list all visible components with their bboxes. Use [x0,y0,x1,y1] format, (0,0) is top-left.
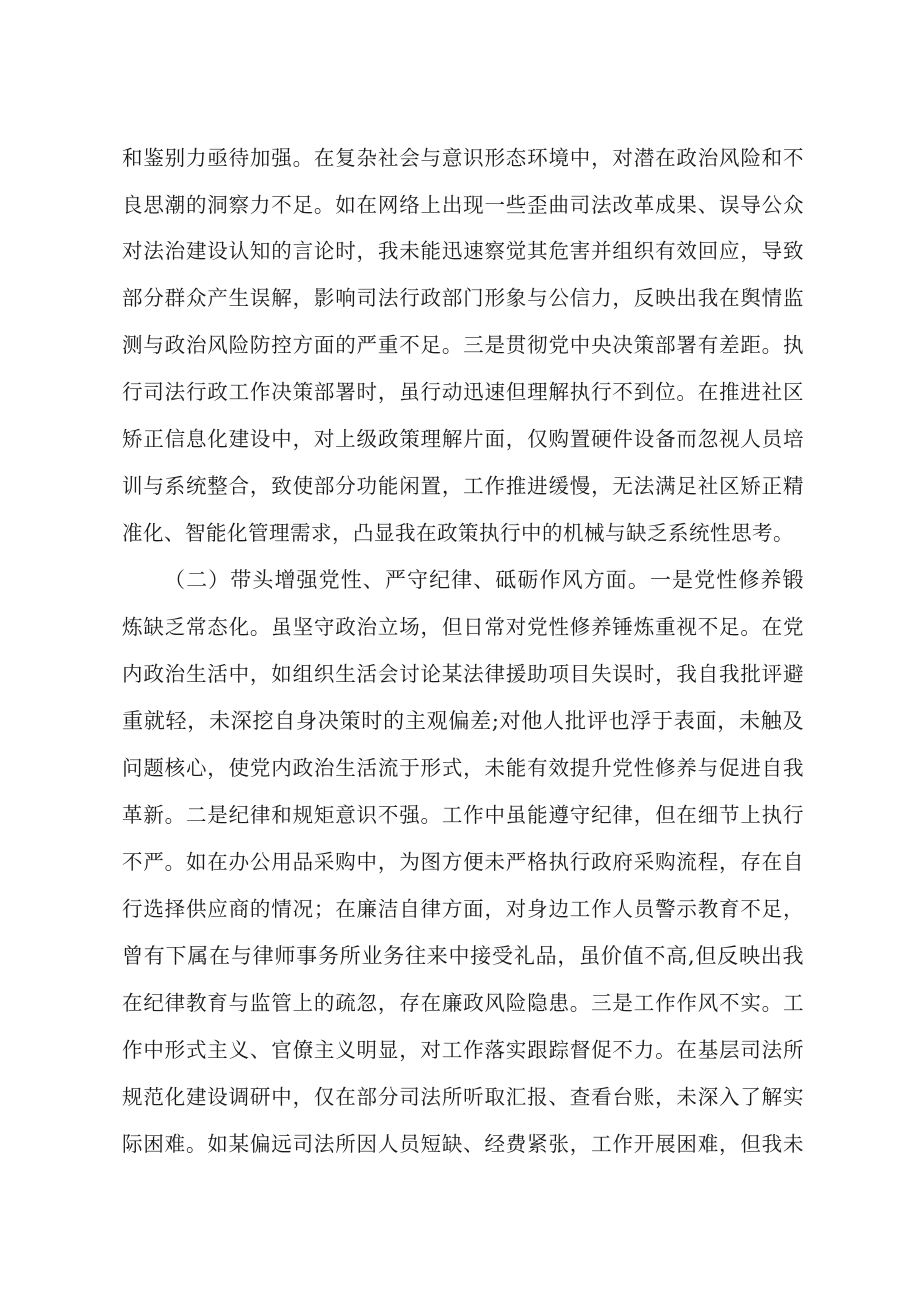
paragraph-line: 际困难。如某偏远司法所因人员短缺、经费紧张，工作开展困难，但我未 [122,1132,804,1156]
paragraph-line: 作中形式主义、官僚主义明显，对工作落实跟踪督促不力。在基层司法所 [122,1038,804,1062]
paragraph-line: 矫正信息化建设中，对上级政策理解片面，仅购置硬件设备而忽视人员培 [122,427,804,451]
paragraph-line: 和鉴别力亟待加强。在复杂社会与意识形态环境中，对潜在政治风险和不 [122,146,804,170]
paragraph-line: 曾有下属在与律师事务所业务往来中接受礼品，虽价值不高,但反映出我 [122,944,804,968]
paragraph-line: 良思潮的洞察力不足。如在网络上出现一些歪曲司法改革成果、误导公众 [122,193,804,217]
paragraph-line: 测与政治风险防控方面的严重不足。三是贯彻党中央决策部署有差距。执 [122,333,804,357]
paragraph-line: 不严。如在办公用品采购中，为图方便未严格执行政府采购流程，存在自 [122,850,804,874]
paragraph-line: 在纪律教育与监管上的疏忽，存在廉政风险隐患。三是工作作风不实。工 [122,991,804,1015]
paragraph-line: 炼缺乏常态化。虽坚守政治立场，但日常对党性修养锤炼重视不足。在党 [122,615,804,639]
paragraph-line: 训与系统整合，致使部分功能闲置，工作推进缓慢，无法满足社区矫正精 [122,474,804,498]
paragraph-line: 准化、智能化管理需求，凸显我在政策执行中的机械与缺乏系统性思考。 [122,521,794,545]
paragraph-line: 问题核心，使党内政治生活流于形式，未能有效提升党性修养与促进自我 [122,756,804,780]
paragraph-line: 规范化建设调研中，仅在部分司法所听取汇报、查看台账，未深入了解实 [122,1085,804,1109]
paragraph-line: 行选择供应商的情况；在廉洁自律方面，对身边工作人员警示教育不足， [122,897,804,921]
paragraph-line: 重就轻，未深挖自身决策时的主观偏差;对他人批评也浮于表面，未触及 [122,709,804,733]
paragraph-line: 内政治生活中，如组织生活会讨论某法律援助项目失误时，我自我批评避 [122,662,804,686]
paragraph-line: 对法治建设认知的言论时，我未能迅速察觉其危害并组织有效回应，导致 [122,239,804,263]
paragraph-line: 行司法行政工作决策部署时，虽行动迅速但理解执行不到位。在推进社区 [122,380,804,404]
section-heading-line: （二）带头增强党性、严守纪律、砥砺作风方面。一是党性修养锻 [164,568,804,592]
paragraph-line: 部分群众产生误解，影响司法行政部门形象与公信力，反映出我在舆情监 [122,286,804,310]
paragraph-line: 革新。二是纪律和规矩意识不强。工作中虽能遵守纪律，但在细节上执行 [122,803,804,827]
